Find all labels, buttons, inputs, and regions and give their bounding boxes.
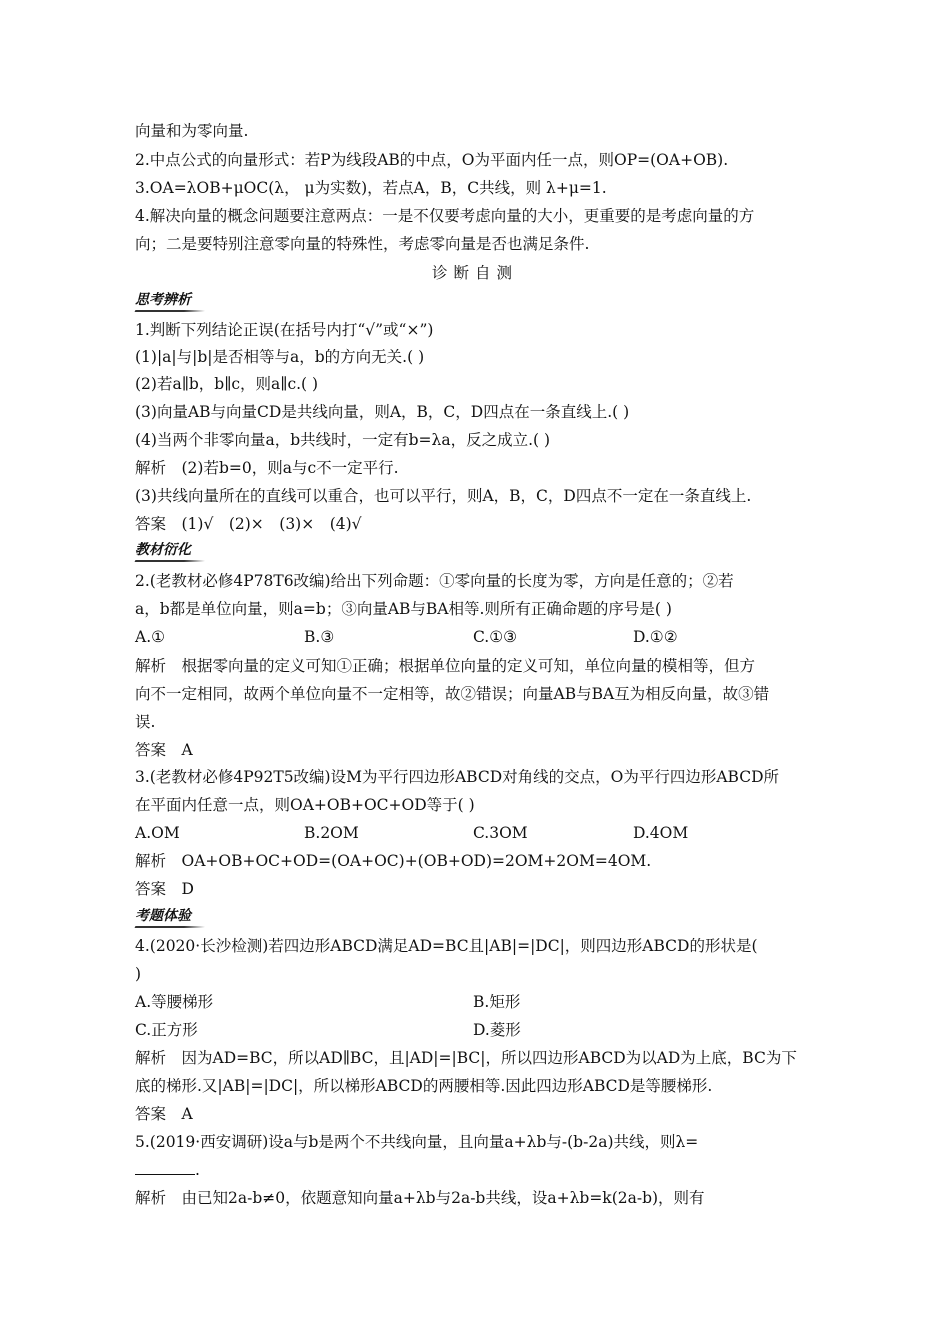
text-line: 3.OA=λOB+μOC(λ， μ为实数)，若点A，B，C共线，则 λ+μ=1. (135, 179, 607, 197)
q1-analysis: 解析 (2)若b=0，则a与c不一定平行. (135, 459, 399, 477)
q2-analysis-2: 向不一定相同，故两个单位向量不一定相等，故②错误；向量AB与BA互为相反向量，故③错 (135, 685, 770, 703)
text-line: 向；二是要特别注意零向量的特殊性，考虑零向量是否也满足条件. (135, 235, 590, 253)
q1-stem: 1.判断下列结论正误(在括号内打“√”或“×”) (135, 321, 434, 339)
section-heading-thinking: 思考辨析 (135, 291, 191, 312)
q4-option-c: C.正方形 (135, 1021, 198, 1039)
blank-period: . (195, 1161, 200, 1179)
q1-item-1: (1)|a|与|b|是否相等与a，b的方向无关.( ) (135, 348, 425, 366)
text-line: 4.解决向量的概念问题要注意两点：一是不仅要考虑向量的大小，更重要的是考虑向量的方 (135, 207, 755, 225)
q3-stem-2: 在平面内任意一点，则OA+OB+OC+OD等于( ) (135, 796, 475, 814)
q2-option-a: A.① (135, 628, 166, 646)
q3-option-d: D.4OM (633, 824, 689, 842)
q4-option-b: B.矩形 (473, 993, 521, 1011)
q5-analysis: 解析 由已知2a-b≠0，依题意知向量a+λb与2a-b共线，设a+λb=k(2a-b)，则有 (135, 1189, 705, 1207)
q4-stem-2: ) (135, 965, 142, 983)
q2-answer: 答案 A (135, 741, 193, 759)
q4-analysis: 解析 因为AD=BC，所以AD∥BC，且|AD|=|BC|，所以四边形ABCD为以AD为上底，BC为下 (135, 1049, 797, 1067)
q4-stem: 4.(2020·长沙检测)若四边形ABCD满足AD=BC且|AB|=|DC|，则四边形ABCD的形状是( (135, 937, 758, 955)
q3-stem: 3.(老教材必修4P92T5改编)设M为平行四边形ABCD对角线的交点，O为平行四边形ABCD所 (135, 768, 779, 786)
q3-answer: 答案 D (135, 880, 194, 898)
q4-option-a: A.等腰梯形 (135, 993, 214, 1011)
q5-answer-blank-line (135, 1160, 200, 1180)
q1-analysis-2: (3)共线向量所在的直线可以重合，也可以平行，则A，B，C，D四点不一定在一条直线上. (135, 487, 752, 505)
q2-option-c: C.①③ (473, 628, 518, 646)
q1-item-3: (3)向量AB与向量CD是共线向量，则A，B，C，D四点在一条直线上.( ) (135, 403, 630, 421)
q1-item-4: (4)当两个非零向量a，b共线时，一定有b=λa，反之成立.( ) (135, 431, 551, 449)
q3-option-a: A.OM (135, 824, 180, 842)
q1-item-2: (2)若a∥b，b∥c，则a∥c.( ) (135, 375, 319, 393)
q2-analysis-3: 误. (135, 713, 156, 731)
q4-analysis-2: 底的梯形.又|AB|=|DC|，所以梯形ABCD的两腰相等.因此四边形ABCD是等腰梯形. (135, 1077, 713, 1095)
q1-answer: 答案 (1)√ (2)× (3)× (4)√ (135, 515, 362, 533)
q4-option-d: D.菱形 (473, 1021, 521, 1039)
section-title: 诊断自测 (431, 264, 518, 282)
q4-answer: 答案 A (135, 1105, 193, 1123)
q2-stem: 2.(老教材必修4P78T6改编)给出下列命题：①零向量的长度为零，方向是任意的；②若 (135, 572, 734, 590)
q3-option-b: B.2OM (304, 824, 359, 842)
section-heading-exam: 考题体验 (135, 907, 191, 928)
answer-blank (135, 1160, 195, 1175)
section-heading-textbook: 教材衍化 (135, 541, 191, 562)
q2-stem-2: a，b都是单位向量，则a=b；③向量AB与BA相等.则所有正确命题的序号是( ) (135, 600, 672, 618)
q2-option-d: D.①② (633, 628, 678, 646)
q2-option-b: B.③ (304, 628, 335, 646)
text-line: 2.中点公式的向量形式：若P为线段AB的中点，O为平面内任一点，则OP=(OA+OB). (135, 151, 729, 169)
q3-option-c: C.3OM (473, 824, 528, 842)
text-line: 向量和为零向量. (135, 122, 249, 140)
q3-analysis: 解析 OA+OB+OC+OD=(OA+OC)+(OB+OD)=2OM+2OM=4OM. (135, 852, 652, 870)
q2-analysis: 解析 根据零向量的定义可知①正确；根据单位向量的定义可知，单位向量的模相等，但方 (135, 657, 756, 675)
q5-stem: 5.(2019·西安调研)设a与b是两个不共线向量，且向量a+λb与-(b-2a)共线，则λ= (135, 1133, 699, 1151)
